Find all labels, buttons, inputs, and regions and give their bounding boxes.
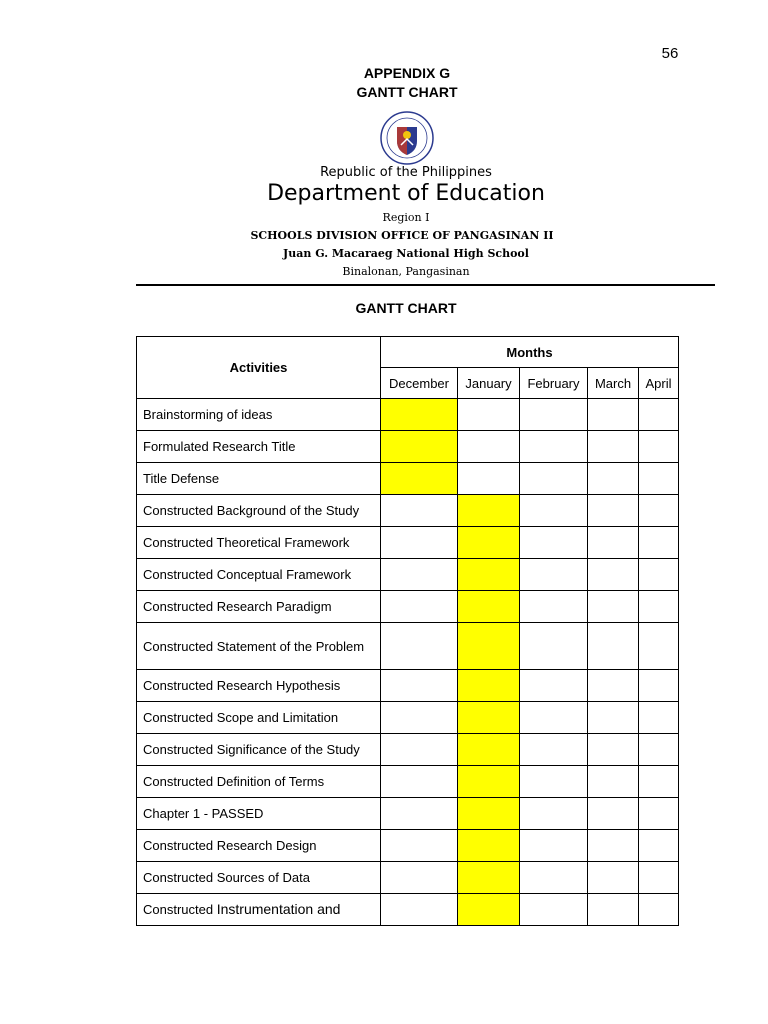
page-number: 56 <box>661 45 679 62</box>
activity-cell <box>137 862 381 894</box>
activity-cell <box>137 495 381 527</box>
gantt-cell-february <box>520 399 588 431</box>
gantt-cell-january <box>458 734 520 766</box>
gantt-cell-march <box>588 463 639 495</box>
gantt-cell-march <box>588 862 639 894</box>
table-row <box>137 862 679 894</box>
deped-seal-icon <box>380 111 434 165</box>
table-row <box>137 830 679 862</box>
month-header-december: December <box>381 368 458 399</box>
activity-cell <box>137 559 381 591</box>
gantt-cell-april <box>639 591 679 623</box>
activity-label: Title Defense <box>143 471 220 486</box>
header-divider <box>136 284 715 286</box>
gantt-cell-february <box>520 559 588 591</box>
gantt-cell-march <box>588 495 639 527</box>
gantt-cell-january <box>458 431 520 463</box>
gantt-cell-january <box>458 702 520 734</box>
gantt-cell-february <box>520 766 588 798</box>
gantt-cell-april <box>639 670 679 702</box>
republic-label: Republic of the Philippines <box>320 165 492 180</box>
gantt-cell-april <box>639 623 679 670</box>
gantt-cell-january <box>458 894 520 926</box>
gantt-cell-april <box>639 798 679 830</box>
gantt-cell-february <box>520 702 588 734</box>
gantt-cell-december <box>381 399 458 431</box>
activity-label: Constructed Background of the Study <box>143 503 360 518</box>
month-header-january: January <box>458 368 520 399</box>
gantt-cell-december <box>381 495 458 527</box>
activities-header: Activities <box>137 337 381 399</box>
activity-label: Chapter 1 - PASSED <box>143 806 264 821</box>
gantt-cell-february <box>520 623 588 670</box>
activity-cell <box>137 591 381 623</box>
gantt-cell-january <box>458 591 520 623</box>
school-location: Binalonan, Pangasinan <box>342 265 470 278</box>
activity-cell <box>137 702 381 734</box>
table-row <box>137 591 679 623</box>
gantt-cell-december <box>381 862 458 894</box>
gantt-cell-january <box>458 559 520 591</box>
gantt-cell-december <box>381 623 458 670</box>
gantt-cell-march <box>588 527 639 559</box>
gantt-cell-march <box>588 399 639 431</box>
gantt-cell-april <box>639 559 679 591</box>
gantt-cell-february <box>520 830 588 862</box>
gantt-cell-december <box>381 431 458 463</box>
table-row <box>137 798 679 830</box>
gantt-cell-december <box>381 527 458 559</box>
table-row <box>137 495 679 527</box>
table-row <box>137 399 679 431</box>
table-row <box>137 734 679 766</box>
activity-cell <box>137 463 381 495</box>
gantt-cell-march <box>588 702 639 734</box>
gantt-cell-december <box>381 463 458 495</box>
gantt-cell-january <box>458 495 520 527</box>
activity-label: Constructed Research Design <box>143 838 317 853</box>
gantt-cell-april <box>639 766 679 798</box>
department-name: Department of Education <box>267 181 545 206</box>
activity-label: Constructed Theoretical Framework <box>143 535 350 550</box>
table-row <box>137 766 679 798</box>
table-row <box>137 527 679 559</box>
gantt-cell-april <box>639 734 679 766</box>
activity-label: Constructed Conceptual Framework <box>143 567 352 582</box>
table-row <box>137 463 679 495</box>
gantt-cell-february <box>520 734 588 766</box>
gantt-cell-february <box>520 527 588 559</box>
gantt-cell-march <box>588 798 639 830</box>
activity-label: Constructed Research Paradigm <box>143 599 332 614</box>
gantt-cell-march <box>588 559 639 591</box>
activity-label: Brainstorming of ideas <box>143 407 273 422</box>
gantt-cell-april <box>639 830 679 862</box>
activity-cell <box>137 431 381 463</box>
table-row <box>137 559 679 591</box>
month-header-february: February <box>520 368 588 399</box>
school-name: Juan G. Macaraeg National High School <box>283 247 529 260</box>
activity-cell <box>137 766 381 798</box>
activity-cell <box>137 830 381 862</box>
gantt-cell-january <box>458 670 520 702</box>
appendix-label: APPENDIX G <box>363 65 451 81</box>
activity-cell <box>137 623 381 670</box>
gantt-cell-april <box>639 862 679 894</box>
activity-label: Constructed Sources of Data <box>143 870 310 885</box>
gantt-cell-march <box>588 431 639 463</box>
gantt-cell-february <box>520 670 588 702</box>
gantt-cell-december <box>381 830 458 862</box>
gantt-cell-december <box>381 766 458 798</box>
activity-label: Constructed Research Hypothesis <box>143 678 341 693</box>
gantt-cell-february <box>520 431 588 463</box>
gantt-cell-march <box>588 830 639 862</box>
gantt-cell-december <box>381 894 458 926</box>
gantt-cell-february <box>520 591 588 623</box>
table-row <box>137 623 679 670</box>
region-label: Region I <box>382 211 430 224</box>
gantt-cell-april <box>639 894 679 926</box>
gantt-cell-april <box>639 463 679 495</box>
gantt-cell-january <box>458 623 520 670</box>
activity-cell <box>137 527 381 559</box>
activity-label: Constructed <box>143 902 214 917</box>
section-title: GANTT CHART <box>355 300 457 316</box>
gantt-cell-december <box>381 702 458 734</box>
gantt-cell-december <box>381 591 458 623</box>
months-header: Months <box>381 337 679 368</box>
gantt-table <box>136 336 679 926</box>
gantt-cell-march <box>588 670 639 702</box>
gantt-cell-march <box>588 894 639 926</box>
activity-cell <box>137 798 381 830</box>
gantt-cell-december <box>381 734 458 766</box>
month-header-april: April <box>639 368 679 399</box>
gantt-cell-december <box>381 670 458 702</box>
gantt-cell-january <box>458 463 520 495</box>
gantt-cell-april <box>639 399 679 431</box>
activity-cell <box>137 894 381 926</box>
activity-label-tail: Instrumentation and <box>216 901 341 917</box>
gantt-cell-february <box>520 495 588 527</box>
gantt-cell-january <box>458 862 520 894</box>
activity-label: Constructed Definition of Terms <box>143 774 325 789</box>
gantt-cell-january <box>458 798 520 830</box>
activity-cell <box>137 670 381 702</box>
gantt-cell-february <box>520 862 588 894</box>
gantt-cell-march <box>588 591 639 623</box>
gantt-cell-february <box>520 894 588 926</box>
gantt-cell-february <box>520 798 588 830</box>
activity-label: Formulated Research Title <box>143 439 296 454</box>
division-name: SCHOOLS DIVISION OFFICE OF PANGASINAN II <box>250 229 554 242</box>
appendix-title: GANTT CHART <box>356 84 458 100</box>
gantt-cell-april <box>639 495 679 527</box>
gantt-cell-january <box>458 527 520 559</box>
activity-cell <box>137 734 381 766</box>
gantt-cell-april <box>639 527 679 559</box>
activity-label: Constructed Significance of the Study <box>143 742 360 757</box>
gantt-cell-december <box>381 559 458 591</box>
gantt-cell-january <box>458 399 520 431</box>
table-row <box>137 670 679 702</box>
gantt-cell-january <box>458 766 520 798</box>
gantt-cell-march <box>588 766 639 798</box>
gantt-cell-february <box>520 463 588 495</box>
gantt-cell-january <box>458 830 520 862</box>
activity-label: Constructed Statement of the Problem <box>143 638 365 654</box>
table-row <box>137 894 679 926</box>
gantt-cell-april <box>639 702 679 734</box>
activity-cell <box>137 399 381 431</box>
gantt-cell-march <box>588 734 639 766</box>
gantt-cell-march <box>588 623 639 670</box>
month-header-march: March <box>588 368 639 399</box>
gantt-cell-april <box>639 431 679 463</box>
table-row <box>137 702 679 734</box>
gantt-cell-december <box>381 798 458 830</box>
table-row <box>137 431 679 463</box>
activity-label: Constructed Scope and Limitation <box>143 710 339 725</box>
